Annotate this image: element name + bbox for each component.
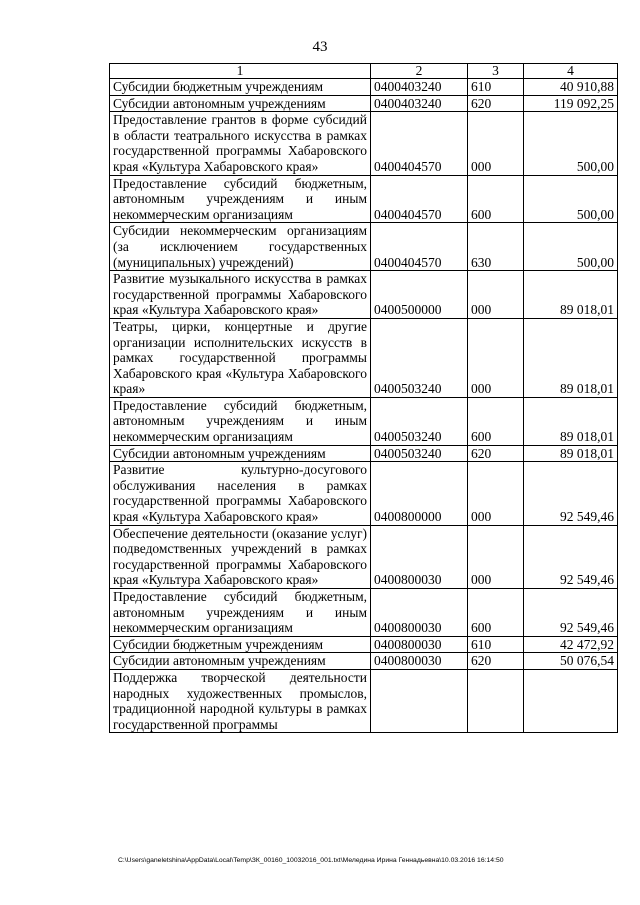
table-row xyxy=(110,462,618,525)
table-row xyxy=(110,669,618,732)
table-row xyxy=(110,653,618,670)
table-row xyxy=(110,397,618,445)
table-row xyxy=(110,636,618,653)
row-code: 0400404570 xyxy=(371,112,468,175)
file-path-footer: C:\Users\ganeletshina\AppData\Local\Temp\ЗК_00160_10032016_001.txt\Меледина Ирина Геннадьевна\10.03.2016 16:14:50 xyxy=(118,857,504,864)
row-name: Обеспечение деятельности (оказание услуг) подведомственных учреждений в рамках государственной программы Хабаровского края «Культура Хабаровского края» xyxy=(110,525,371,588)
table-row xyxy=(110,79,618,96)
row-type: 620 xyxy=(468,653,524,670)
row-type: 000 xyxy=(468,462,524,525)
column-header: 2 xyxy=(371,64,468,79)
row-name: Субсидии некоммерческим организациям (за исключением государственных (муниципальных) учреждений) xyxy=(110,223,371,271)
row-amount: 89 018,01 xyxy=(524,397,618,445)
table-row xyxy=(110,271,618,319)
row-type: 000 xyxy=(468,318,524,397)
row-name: Предоставление субсидий бюджетным, автономным учреждениям и иным некоммерческим организациям xyxy=(110,175,371,223)
row-code: 0400503240 xyxy=(371,318,468,397)
table-row xyxy=(110,175,618,223)
row-name: Субсидии автономным учреждениям xyxy=(110,445,371,462)
row-amount: 40 910,88 xyxy=(524,79,618,96)
row-amount: 50 076,54 xyxy=(524,653,618,670)
row-name: Развитие культурно-досугового обслуживания населения в рамках государственной программы Хабаровского края «Культура Хабаровского края» xyxy=(110,462,371,525)
table-row xyxy=(110,525,618,588)
column-header: 3 xyxy=(468,64,524,79)
row-amount: 89 018,01 xyxy=(524,271,618,319)
row-name: Предоставление субсидий бюджетным, автономным учреждениям и иным некоммерческим организациям xyxy=(110,397,371,445)
row-name: Поддержка творческой деятельности народных художественных промыслов, традиционной народной культуры в рамках государственной программы xyxy=(110,669,371,732)
row-code xyxy=(371,669,468,732)
row-amount: 89 018,01 xyxy=(524,445,618,462)
row-type: 610 xyxy=(468,79,524,96)
row-amount: 500,00 xyxy=(524,223,618,271)
column-header: 4 xyxy=(524,64,618,79)
row-code: 0400404570 xyxy=(371,223,468,271)
row-name: Развитие музыкального искусства в рамках государственной программы Хабаровского края «Культура Хабаровского края» xyxy=(110,271,371,319)
row-name: Субсидии бюджетным учреждениям xyxy=(110,636,371,653)
row-type: 000 xyxy=(468,271,524,319)
row-type: 000 xyxy=(468,112,524,175)
column-header: 1 xyxy=(110,64,371,79)
row-code: 0400500000 xyxy=(371,271,468,319)
row-amount: 42 472,92 xyxy=(524,636,618,653)
row-amount: 89 018,01 xyxy=(524,318,618,397)
row-amount: 92 549,46 xyxy=(524,525,618,588)
row-code: 0400800030 xyxy=(371,525,468,588)
page-number: 43 xyxy=(312,39,328,55)
row-type: 620 xyxy=(468,95,524,112)
row-name: Предоставление грантов в форме субсидий в области театрального искусства в рамках государственной программы Хабаровского края «Культура Хабаровского края» xyxy=(110,112,371,175)
row-amount xyxy=(524,669,618,732)
row-name: Субсидии бюджетным учреждениям xyxy=(110,79,371,96)
row-name: Предоставление субсидий бюджетным, автономным учреждениям и иным некоммерческим организациям xyxy=(110,589,371,637)
table-row xyxy=(110,112,618,175)
row-amount: 92 549,46 xyxy=(524,589,618,637)
row-amount: 500,00 xyxy=(524,175,618,223)
row-type: 600 xyxy=(468,397,524,445)
row-type: 620 xyxy=(468,445,524,462)
row-type: 630 xyxy=(468,223,524,271)
row-name: Субсидии автономным учреждениям xyxy=(110,653,371,670)
row-code: 0400800030 xyxy=(371,589,468,637)
table-header-row xyxy=(110,64,618,79)
row-type: 600 xyxy=(468,175,524,223)
row-amount: 500,00 xyxy=(524,112,618,175)
row-type: 000 xyxy=(468,525,524,588)
budget-table xyxy=(109,63,618,733)
row-amount: 92 549,46 xyxy=(524,462,618,525)
row-type xyxy=(468,669,524,732)
row-code: 0400503240 xyxy=(371,445,468,462)
row-amount: 119 092,25 xyxy=(524,95,618,112)
row-type: 610 xyxy=(468,636,524,653)
row-name: Субсидии автономным учреждениям xyxy=(110,95,371,112)
table-row xyxy=(110,589,618,637)
row-code: 0400800030 xyxy=(371,653,468,670)
row-code: 0400800000 xyxy=(371,462,468,525)
table-row xyxy=(110,95,618,112)
row-name: Театры, цирки, концертные и другие организации исполнительских искусств в рамках государственной программы Хабаровского края «Культура Хабаровского края» xyxy=(110,318,371,397)
row-code: 0400503240 xyxy=(371,397,468,445)
table-row xyxy=(110,318,618,397)
row-code: 0400404570 xyxy=(371,175,468,223)
row-code: 0400403240 xyxy=(371,95,468,112)
row-code: 0400403240 xyxy=(371,79,468,96)
row-type: 600 xyxy=(468,589,524,637)
table-row xyxy=(110,445,618,462)
table-row xyxy=(110,223,618,271)
row-code: 0400800030 xyxy=(371,636,468,653)
